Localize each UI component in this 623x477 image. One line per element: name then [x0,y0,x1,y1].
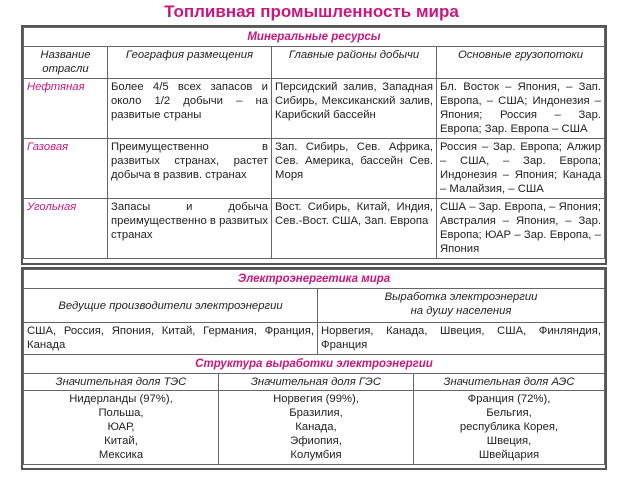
per-capita-header: Выработка электроэнергии на душу населения [318,289,605,323]
header-industry: Название отрасли [24,47,108,79]
leaders-header: Ведущие производители электроэнергии [24,289,318,323]
gas-geography: Преимущественно в развитых странах, растет добыча в развив. странах [108,139,272,199]
page-title: Топливная промышленность мира [164,2,459,21]
coal-geography: Запасы и добыча преимущественно в развитых странах [108,199,272,259]
coal-flows: США – Зар. Европа, – Япония; Австралия – Япония, – Зар. Европа; ЮАР – Зар. Европа, – Япония [437,199,605,259]
header-tes: Значительная доля ТЭС [24,374,219,391]
electric-power-table [21,267,607,470]
structure-title: Структура выработки электроэнергии [24,355,605,374]
header-aes: Значительная доля АЭС [414,374,605,391]
oil-geography: Более 4/5 всех запасов и около 1/2 добычи – на развитые страны [108,79,272,139]
mineral-resources-table [21,25,607,265]
leaders-list: США, Россия, Япония, Китай, Германия, Франция, Канада [24,323,318,355]
header-regions: Главные районы добычи [272,47,437,79]
per-capita-list: Норвегия, Канада, Швеция, США, Финляндия, Франция [318,323,605,355]
table-row [24,139,605,199]
header-ges: Значительная доля ГЭС [219,374,414,391]
industry-coal: Угольная [24,199,108,259]
tes-countries: Нидерланды (97%), Польша, ЮАР, Китай, Мексика [24,391,219,465]
aes-countries: Франция (72%), Бельгия, республика Корея, Швеция, Швейцария [414,391,605,465]
industry-gas: Газовая [24,139,108,199]
oil-regions: Персидский залив, Западная Сибирь, Мексиканский залив, Карибский бассейн [272,79,437,139]
header-geography: География размещения [108,47,272,79]
header-flows: Основные грузопотоки [437,47,605,79]
gas-flows: Россия – Зар. Европа; Алжир – США, – Зар. Европа; Индонезия – Япония; Канада – Малайзия, – США [437,139,605,199]
mineral-section-title: Минеральные ресурсы [24,28,605,47]
energy-section-title: Электроэнергетика мира [24,270,605,289]
coal-regions: Вост. Сибирь, Китай, Индия, Сев.-Вост. США, Зап. Европа [272,199,437,259]
table-row [24,79,605,139]
industry-oil: Нефтяная [24,79,108,139]
ges-countries: Норвегия (99%), Бразилия, Канада, Эфиопия, Колумбия [219,391,414,465]
oil-flows: Бл. Восток – Япония, – Зап. Европа, – США; Индонезия – Япония; Россия – Зар. Европа; Зар. Европа – США [437,79,605,139]
gas-regions: Зап. Сибирь, Сев. Африка, Сев. Америка, бассейн Сев. Моря [272,139,437,199]
table-row [24,199,605,259]
